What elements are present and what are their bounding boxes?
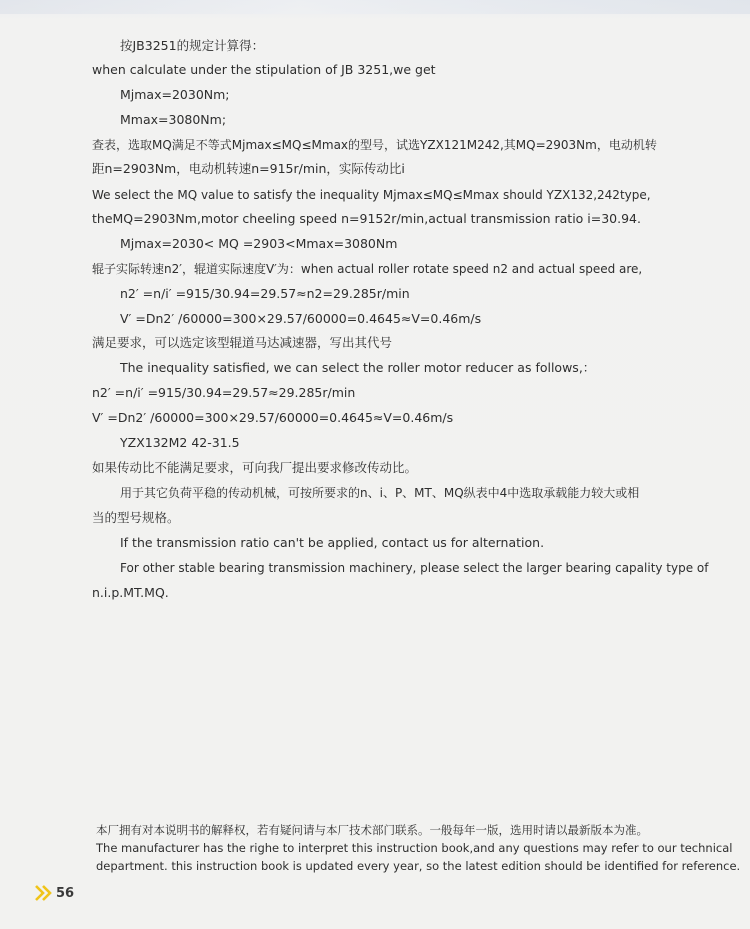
text-line: 查表，选取MQ满足不等式Mjmax≤MQ≤Mmax的型号，试选YZX121M242,其MQ=2903Nm，电动机转 <box>92 138 657 152</box>
footer-line-cn: 本厂拥有对本说明书的解释权，若有疑问请与本厂技术部门联系。一般每年一版，选用时请以最新版本为准。 <box>96 823 648 837</box>
footer-line-en-2: department. this instruction book is updated every year, so the latest edition should be identified for reference. <box>96 859 741 873</box>
text-line: n2′ =n/i′ =915/30.94=29.57≈29.285r/min <box>92 385 356 400</box>
text-line: 当的型号规格。 <box>92 510 180 525</box>
text-line: Mjmax=2030< MQ =2903<Mmax=3080Nm <box>120 236 398 251</box>
text-line: 距n=2903Nm，电动机转速n=915r/min，实际传动比i <box>92 161 405 176</box>
top-decorative-strip <box>0 0 750 14</box>
text-line: V′ =Dn2′ /60000=300×29.57/60000=0.4645≈V=0.46m/s <box>120 311 482 326</box>
text-line: 如果传动比不能满足要求，可向我厂提出要求修改传动比。 <box>92 460 418 475</box>
text-line: If the transmission ratio can't be applied, contact us for alternation. <box>120 535 545 550</box>
text-line: For other stable bearing transmission machinery, please select the larger bearing capality type of <box>120 561 709 575</box>
text-line: n.i.p.MT.MQ. <box>92 585 169 600</box>
text-line: 按JB3251的规定计算得： <box>120 38 265 53</box>
text-line: The inequality satisfied, we can select the roller motor reducer as follows,： <box>120 360 596 375</box>
double-chevron-icon <box>34 884 54 902</box>
text-line: 辊子实际转速n2′，辊道实际速度V′为：when actual roller rotate speed n2 and actual speed are, <box>92 262 643 276</box>
footer-line-en-1: The manufacturer has the righe to interpret this instruction book,and any questions may refer to our technical <box>96 841 733 855</box>
text-line: when calculate under the stipulation of JB 3251,we get <box>92 62 436 77</box>
text-line: YZX132M2 42-31.5 <box>120 435 240 450</box>
text-line: We select the MQ value to satisfy the inequality Mjmax≤MQ≤Mmax should YZX132,242type, <box>92 188 651 202</box>
text-line: 用于其它负荷平稳的传动机械，可按所要求的n、i、P、MT、MQ纵表中4中选取承载能力较大或相 <box>120 486 640 500</box>
text-line: n2′ =n/i′ =915/30.94=29.57≈n2=29.285r/min <box>120 286 410 301</box>
page-number: 56 <box>56 885 75 901</box>
page-number-block <box>34 884 74 902</box>
text-line: 满足要求，可以选定该型辊道马达减速器，写出其代号 <box>92 335 393 350</box>
text-line: V′ =Dn2′ /60000=300×29.57/60000=0.4645≈V=0.46m/s <box>92 410 454 425</box>
text-line: Mmax=3080Nm; <box>120 112 227 127</box>
text-line: theMQ=2903Nm,motor cheeling speed n=9152r/min,actual transmission ratio i=30.94. <box>92 211 641 226</box>
text-line: Mjmax=2030Nm; <box>120 87 230 102</box>
